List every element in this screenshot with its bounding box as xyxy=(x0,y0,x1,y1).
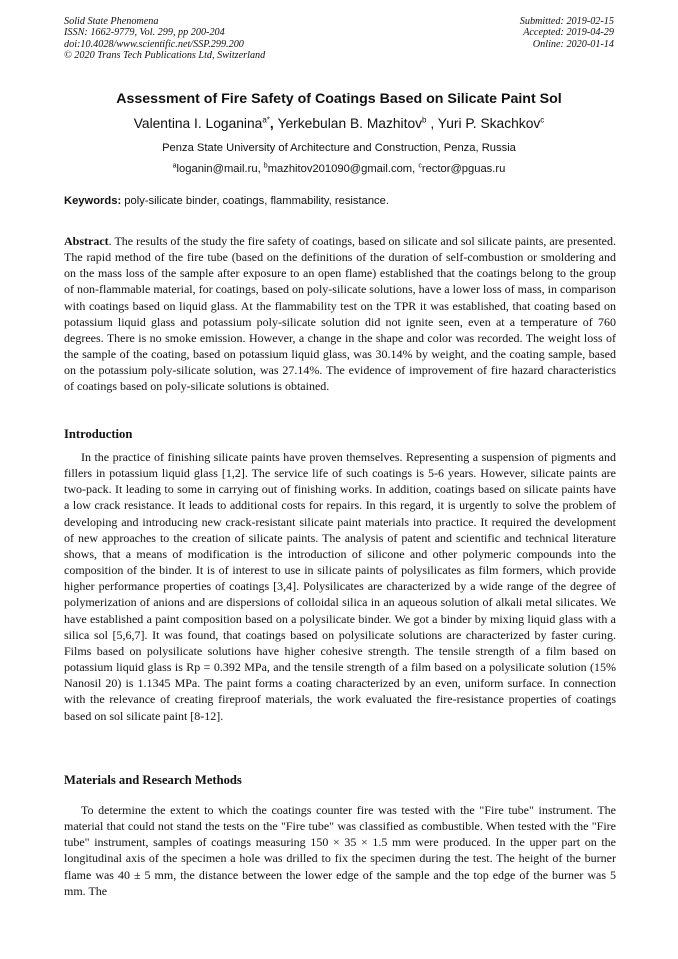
author-name: Yuri P. Skachkov xyxy=(437,116,541,131)
journal-header-left xyxy=(64,16,265,62)
journal-copyright: © 2020 Trans Tech Publications Ltd, Switzerland xyxy=(64,50,266,62)
author-superscript: a* xyxy=(262,115,270,125)
author-name: Valentina I. Loganina xyxy=(133,116,263,131)
email-superscript: b xyxy=(263,162,268,170)
email-list xyxy=(0,163,678,175)
email-address[interactable]: mazhitov201090@gmail.com xyxy=(267,163,413,175)
journal-issn: ISSN: 1662-9779, Vol. 299, pp 200-204 xyxy=(64,27,225,39)
paper-title: Assessment of Fire Safety of Coatings Based on Silicate Paint Sol xyxy=(116,91,562,107)
email-address[interactable]: loganin@mail.ru xyxy=(176,163,258,175)
introduction-heading: Introduction xyxy=(64,427,133,441)
email-superscript: a xyxy=(172,162,177,170)
keywords xyxy=(64,195,616,207)
abstract-label: Abstract xyxy=(64,234,109,248)
abstract-paragraph xyxy=(64,233,616,395)
email-superscript: c xyxy=(418,162,422,170)
submitted-date: Submitted: 2019-02-15 xyxy=(519,16,614,27)
author-name: Yerkebulan B. Mazhitov xyxy=(277,116,423,131)
journal-name: Solid State Phenomena xyxy=(64,16,159,27)
online-date: Online: 2020-01-14 xyxy=(532,38,614,50)
email-separator: , xyxy=(257,163,264,175)
author-superscript: b xyxy=(422,115,427,125)
accepted-date: Accepted: 2019-04-29 xyxy=(523,27,614,39)
keywords-label: Keywords: xyxy=(64,195,122,207)
author-separator: , xyxy=(426,116,438,131)
affiliation: Penza State University of Architecture and Construction, Penza, Russia xyxy=(162,142,516,154)
author-list xyxy=(0,116,678,131)
methods-heading: Materials and Research Methods xyxy=(64,773,242,787)
abstract-text: . The results of the study the fire safety of coatings, based on silicate and sol silicate paints, are presented. The rapid method of the fire tube (based on the definitions of the duration of self-combustion or smoldering and on the mass loss of the sample after exposure to an open flame) established that the coatings belong to the group of non-flammable material, for coatings, based on poly-silicate solutions, have a lower loss of mass, in comparison with coatings based on liquid glass. At the flammability test on the TPR it was established, that coating based on potassium liquid glass and potassium poly-silicate solution did not ignite seen, even at a temperature of 760 degrees. There is no smoke emission. However, a change in the shape and color was recorded. The weight loss of the sample of the coating, based on potassium liquid glass, was 30.14% by weight, and the coating sample, based on the potassium poly-silicate solution, was 27.14%. The evidence of improvement of fire hazard characteristics of coatings based on poly-silicate solutions is obtained. xyxy=(64,234,616,394)
journal-doi: doi:10.4028/www.scientific.net/SSP.299.200 xyxy=(64,38,244,50)
journal-header-right xyxy=(520,16,614,50)
author-separator: , xyxy=(269,116,278,131)
keywords-text: poly-silicate binder, coatings, flammability, resistance. xyxy=(121,195,389,207)
email-address[interactable]: rector@pguas.ru xyxy=(421,163,506,175)
author-superscript: c xyxy=(540,115,545,125)
introduction-paragraph: In the practice of finishing silicate paints have proven themselves. Representing a suspension of pigments and fillers in potassium liquid glass [1,2]. The service life of such coatings is 5-6 years. However, silicate paints are two-pack. It leading to some in carrying out of finishing works. In addition, coatings based on silicate paints have a low crack resistance. It leads to additional costs for repairs. In this regard, it is urgently to solve the problem of developing and introducing new crack-resistant silicate paint materials into practice. It required the development of new approaches to the creation of silicate paints. The analysis of patent and scientific and technical literature shows, that a means of modification is the introduction of silicone and other polymeric compounds into the composition of the binder. It is of interest to use in silicate paints of polysilicates as film formers, which provide higher performance properties of coatings [3,4]. Polysilicates are characterized by a wide range of the degree of polymerization of anions and are dispersions of colloidal silica in an aqueous solution of alkali metal silicates. We have established a paint composition based on a polysilicate binder. We got a binder by mixing liquid glass with a silica sol [5,6,7]. It was found, that coatings based on polysilicate solutions are characterized by faster curing. Films based on polysilicate solutions have higher cohesive strength. The tensile strength of a film based on potassium liquid glass is Rp = 0.392 MPa, and the tensile strength of a film based on a polysilicate solution (15% Nanosil 20) is 1.1345 MPa. The paint forms a coating characterized by an even, uniform surface. In connection with the relevance of creating fireproof materials, the work evaluated the fire-resistance properties of coatings based on sol silicate paint [8-12]. xyxy=(64,450,616,723)
methods-paragraph: To determine the extent to which the coatings counter fire was tested with the "Fire tube" instrument. The material that could not stand the tests on the "Fire tube" was classified as combustible. When tested with the "Fire tube" instrument, samples of coatings measuring 150 × 35 × 1.5 mm were produced. In the upper part on the longitudinal axis of the specimen a hole was drilled to fix the specimen during the test. The height of the burner flame was 40 ± 5 mm, the distance between the lower edge of the sample and the top edge of the burner was 5 mm. The xyxy=(64,803,616,898)
email-separator: , xyxy=(412,163,419,175)
